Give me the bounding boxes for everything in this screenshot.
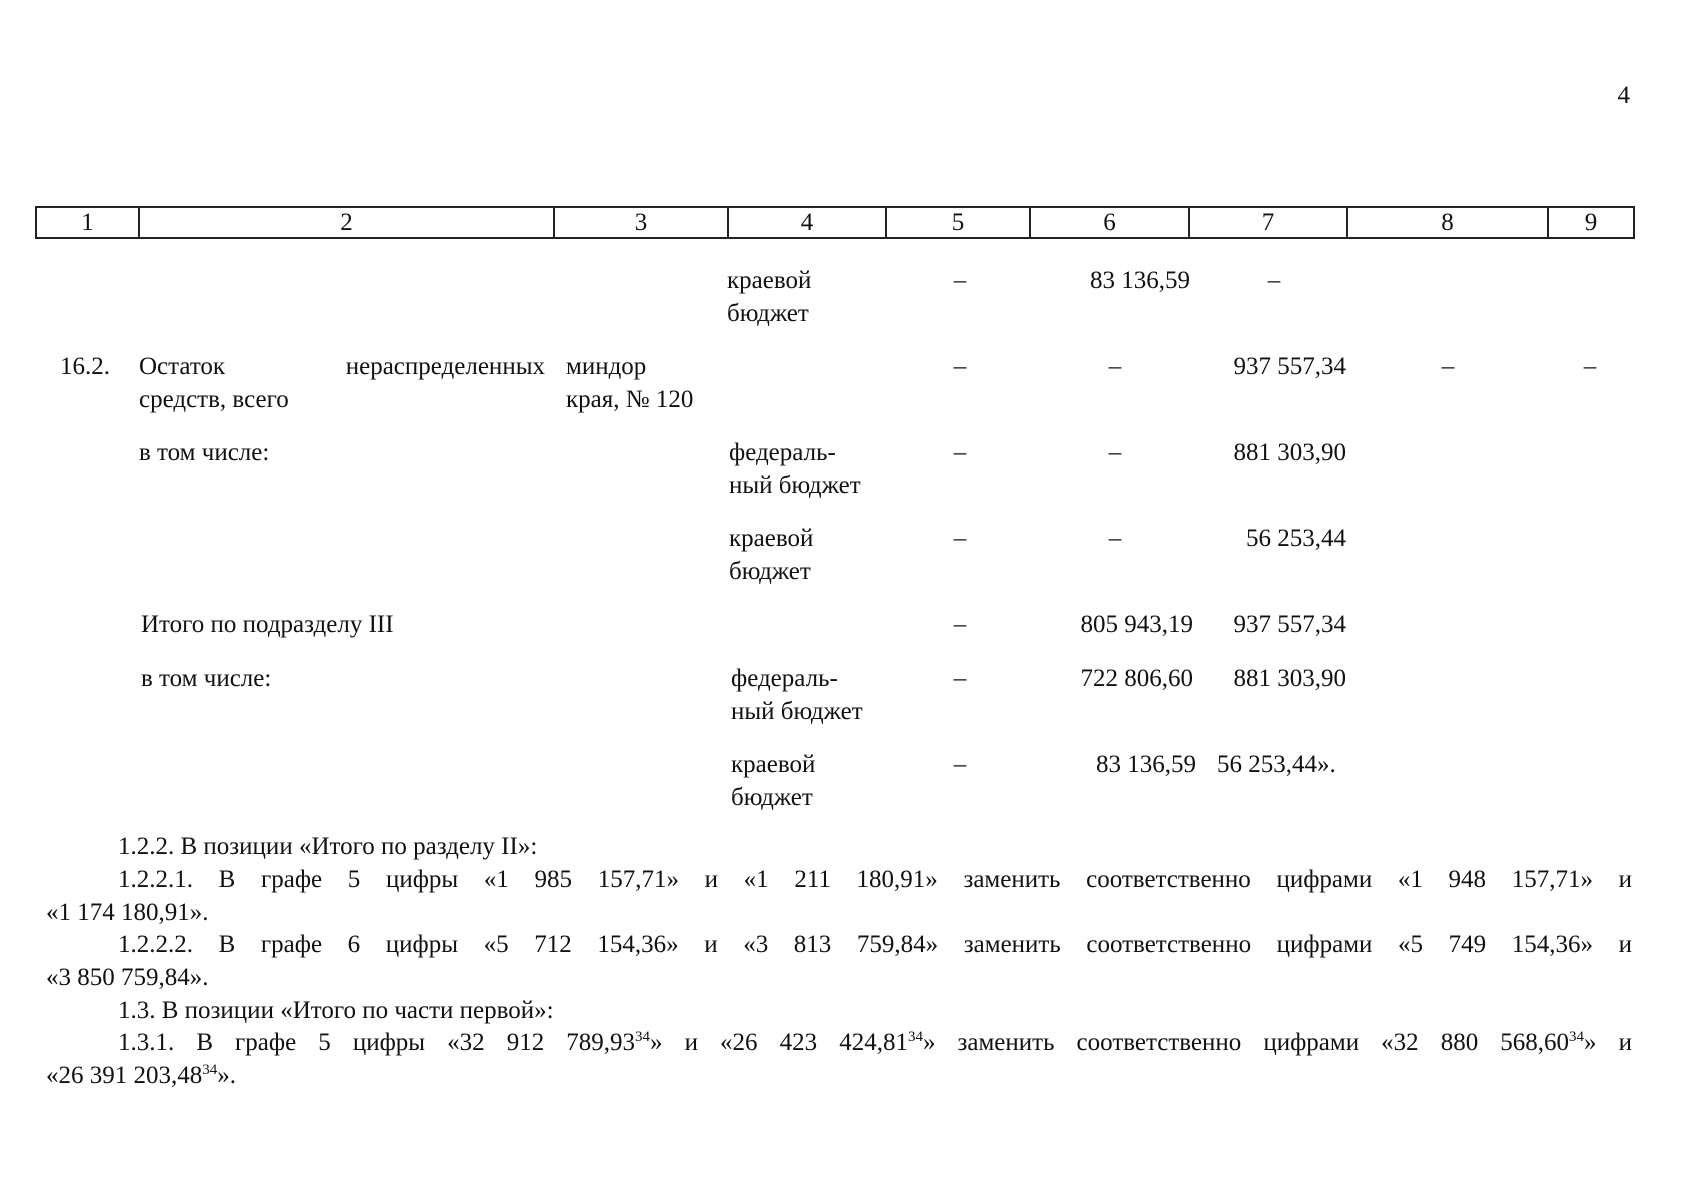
header-cell-9: 9: [1547, 208, 1633, 237]
col3-line2: края, № 120: [566, 386, 694, 413]
col6-value: 83 136,59: [1090, 267, 1190, 294]
col6-value: –: [1108, 525, 1122, 552]
p131-part-d: » и: [1584, 1029, 1632, 1056]
header-cell-4: 4: [727, 208, 885, 237]
header-cell-5: 5: [885, 208, 1029, 237]
col6-value: 805 943,19: [1080, 611, 1193, 638]
col4-line1: краевой: [731, 751, 816, 778]
header-cell-8: 8: [1346, 208, 1547, 237]
col6-value: 83 136,59: [1096, 751, 1196, 778]
col6-value: 722 806,60: [1080, 665, 1193, 692]
paragraph-1-2-2: 1.2.2. В позиции «Итого по разделу II»:: [118, 833, 538, 860]
col4-line2: ный бюджет: [729, 472, 861, 499]
paragraph-1-2-2-2-line1: 1.2.2.2. В графе 6 цифры «5 712 154,36» и «3 813 759,84» заменить соответственно цифрами «5 749 154,36» и: [118, 931, 1632, 958]
col4-line1: краевой: [727, 267, 812, 294]
p131-part-b: » и «26 423 424,81: [650, 1029, 908, 1056]
row-number: 16.2.: [60, 353, 110, 380]
p131-part-c: » заменить соответственно цифрами «32 880 568,60: [922, 1029, 1570, 1056]
col5-value: –: [953, 611, 967, 638]
col2-text: в том числе:: [139, 439, 270, 466]
paragraph-1-3: 1.3. В позиции «Итого по части первой»:: [118, 997, 554, 1024]
col2-line1-left: Остаток: [139, 353, 226, 380]
paragraph-1-2-2-1-line2: «1 174 180,91».: [46, 899, 209, 926]
col7-value: 881 303,90: [1233, 439, 1346, 466]
footnote-ref: 34: [635, 1029, 651, 1045]
table-header-row: [35, 206, 1635, 239]
col6-value: –: [1108, 353, 1122, 380]
header-cell-2: 2: [138, 208, 553, 237]
col7-value: 937 557,34: [1233, 611, 1346, 638]
col4-line2: бюджет: [729, 558, 811, 585]
col4-line1: федераль-: [729, 439, 836, 466]
col9-value: –: [1583, 353, 1597, 380]
paragraph-1-3-1-line1: [118, 1026, 1632, 1059]
col5-value: –: [953, 439, 967, 466]
p131-part-a: 1.3.1. В графе 5 цифры «32 912 789,93: [118, 1029, 636, 1056]
col7-value: –: [1267, 267, 1281, 294]
footnote-ref: 34: [907, 1029, 923, 1045]
col4-line2: бюджет: [727, 300, 809, 327]
col4-line2: бюджет: [731, 784, 813, 811]
paragraph-1-2-2-2-line2: «3 850 759,84».: [46, 964, 209, 991]
header-cell-7: 7: [1188, 208, 1346, 237]
col7-value: 937 557,34: [1233, 353, 1346, 380]
col6-value: –: [1108, 439, 1122, 466]
col5-value: –: [953, 267, 967, 294]
footnote-ref: 34: [202, 1062, 218, 1078]
col2-line2: средств, всего: [139, 386, 289, 413]
col2-text: Итого по подразделу III: [141, 611, 394, 638]
paragraph-1-3-1-line2: [46, 1059, 236, 1092]
col5-value: –: [953, 751, 967, 778]
col7-value: 56 253,44».: [1217, 751, 1336, 778]
header-cell-6: 6: [1029, 208, 1188, 237]
col5-value: –: [953, 353, 967, 380]
footnote-ref: 34: [1569, 1029, 1585, 1045]
p131-line2-b: ».: [217, 1062, 236, 1089]
paragraph-1-2-2-1-line1: 1.2.2.1. В графе 5 цифры «1 985 157,71» и «1 211 180,91» заменить соответственно цифрами «1 948 157,71» и: [118, 866, 1632, 893]
col2-text: в том числе:: [141, 665, 272, 692]
p131-line2-a: «26 391 203,48: [46, 1062, 203, 1089]
col5-value: –: [953, 525, 967, 552]
col4-line1: краевой: [729, 525, 814, 552]
col5-value: –: [953, 665, 967, 692]
header-cell-3: 3: [553, 208, 727, 237]
col2-line1-right: нераспределенных: [345, 353, 545, 380]
col7-value: 56 253,44: [1246, 525, 1346, 552]
header-cell-1: 1: [81, 209, 94, 236]
col4-line2: ный бюджет: [731, 698, 863, 725]
col7-value: 881 303,90: [1233, 665, 1346, 692]
col4-line1: федераль-: [731, 665, 838, 692]
col8-value: –: [1441, 353, 1455, 380]
col3-line1: миндор: [566, 353, 647, 380]
page-number: 4: [1617, 82, 1630, 109]
